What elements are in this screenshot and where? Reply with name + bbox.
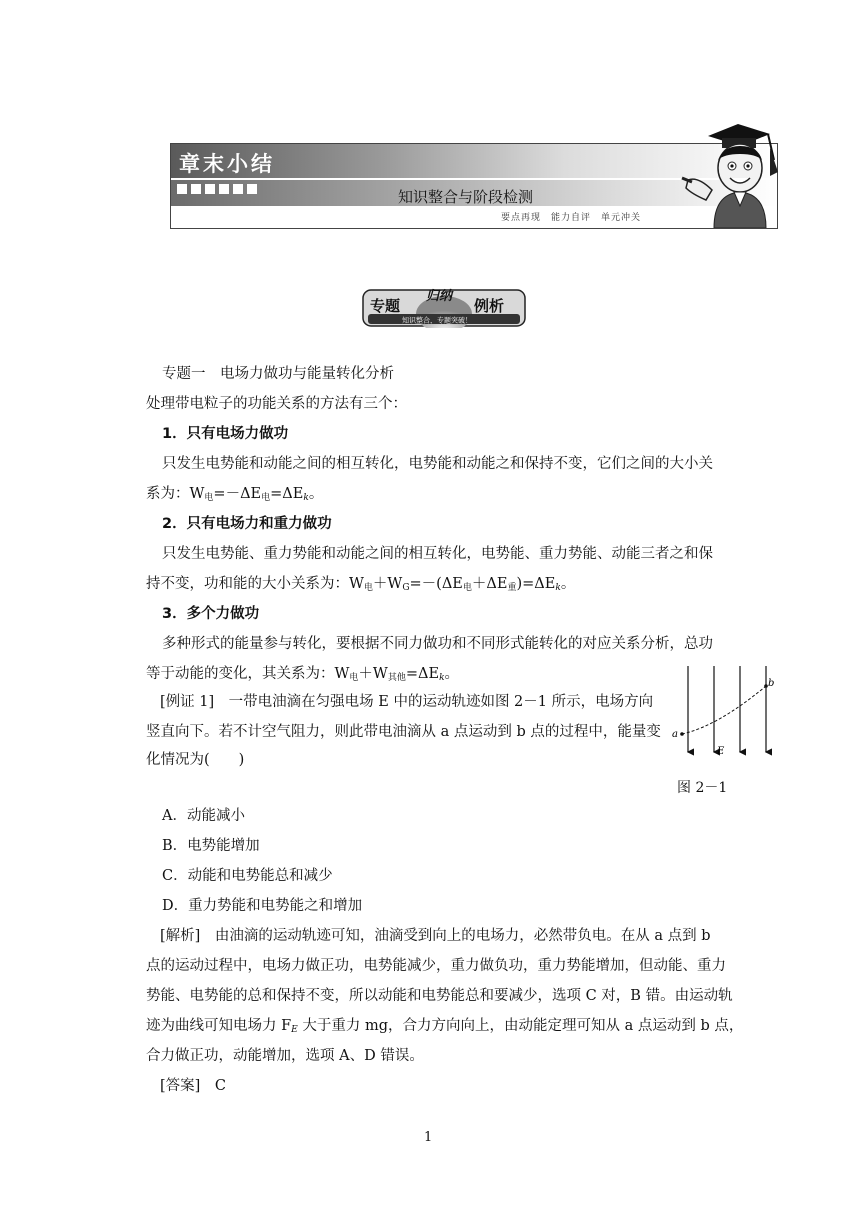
- case3-text-line1: 多种形式的能量参与转化，要根据不同力做功和不同形式能转化的对应关系分析，总功: [162, 636, 713, 652]
- intro-text: 处理带电粒子的功能关系的方法有三个：: [146, 396, 407, 412]
- analysis-line3: 势能、电势能的总和保持不变，所以动能和电势能总和要减少，选项 C 对，B 错。由运动轨: [146, 988, 733, 1004]
- example-line1: [例证 1] 一带电油滴在匀强电场 E 中的运动轨迹如图 2－1 所示，电场方向: [160, 694, 654, 710]
- trajectory-curve: [682, 686, 766, 734]
- option-d: D．重力势能和电势能之和增加: [162, 898, 363, 914]
- option-b: B．电势能增加: [162, 838, 260, 854]
- banner-tags: 要点再现 能力自评 单元冲关: [501, 213, 642, 223]
- badge-left-text: 专题: [370, 297, 401, 315]
- banner-subtitle: 知识整合与阶段检测: [398, 188, 534, 206]
- case2-heading: 2．只有电场力和重力做功: [162, 516, 332, 532]
- option-c: C．动能和电势能总和减少: [162, 868, 333, 884]
- option-a: A．动能减小: [162, 808, 245, 824]
- case3-heading: 3．多个力做功: [162, 606, 260, 622]
- analysis-line1: [解析] 由油滴的运动轨迹可知，油滴受到向上的电场力，必然带负电。在从 a 点到 b: [160, 928, 711, 944]
- badge-sub-text: 知识整合，专题突破！: [402, 316, 472, 325]
- analysis-line5: 合力做正功，动能增加，选项 A、D 错误。: [146, 1048, 424, 1064]
- topic-summary-badge: [362, 284, 526, 328]
- example-line2: 竖直向下。若不计空气阻力，则此带电油滴从 a 点运动到 b 点的过程中，能量变: [146, 724, 661, 740]
- case1-formula: 系为：$W_电=-\Delta E_电=\Delta E_k$。: [146, 486, 324, 503]
- figure-caption: 图 2－1: [677, 780, 728, 796]
- badge-middle-text: 归纳: [426, 289, 453, 304]
- point-b-label: b: [768, 678, 775, 689]
- analysis-line4: 迹为曲线可知电场力 $F_E$ 大于重力 mg，合力方向向上，由动能定理可知从 a 点运动到 b 点，: [146, 1018, 744, 1035]
- analysis-line2: 点的运动过程中，电场力做正功，电势能减少，重力做负功，重力势能增加，但动能、重力: [146, 958, 726, 974]
- banner-title: 章末小结: [179, 152, 275, 176]
- case2-text-line1: 只发生电势能、重力势能和动能之间的相互转化，电势能、重力势能、动能三者之和保: [162, 546, 713, 562]
- case2-formula: 持不变，功和能的大小关系为：$W_电+W_G=-(\Delta E_电+\Delta E_重)=\Delta E_k$。: [146, 576, 576, 593]
- field-E-label: E: [717, 746, 725, 757]
- badge-right-text: 例析: [474, 297, 505, 315]
- banner-squares: [177, 184, 257, 194]
- case1-text-line1: 只发生电势能和动能之间的相互转化，电势能和动能之和保持不变，它们之间的大小关: [162, 456, 713, 472]
- graduate-mascot-icon: [678, 120, 782, 228]
- answer-line: [答案] C: [160, 1078, 226, 1094]
- case1-heading: 1．只有电场力做功: [162, 426, 289, 442]
- case3-formula: 等于动能的变化，其关系为：$W_电+W_{其他}=\Delta E_k$。: [146, 666, 460, 683]
- electric-field-figure: [668, 664, 792, 764]
- topic-heading: 专题一 电场力做功与能量转化分析: [162, 366, 394, 382]
- example-line3: 化情况为( ): [146, 752, 245, 768]
- point-a-label: a: [672, 729, 678, 740]
- page-number: 1: [424, 1130, 433, 1145]
